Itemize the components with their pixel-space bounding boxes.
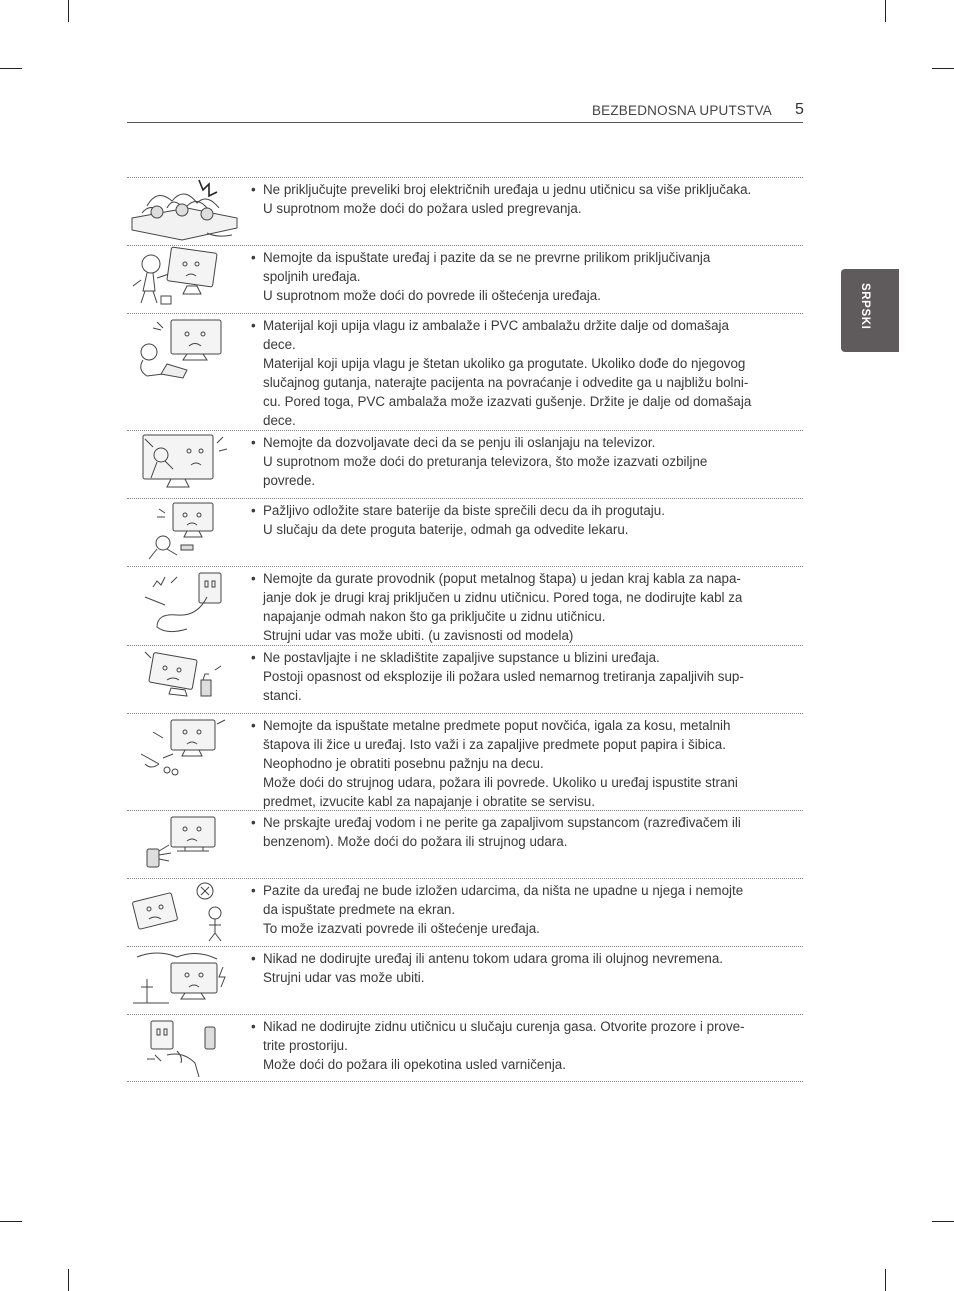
text-line: Nemojte da ispuštate metalne predmete poput novčića, igala za kosu, metalnih — [263, 718, 731, 733]
language-tab-label: SRPSKI — [859, 283, 871, 330]
crop-mark — [885, 1269, 886, 1291]
impact-ball-illustration — [127, 879, 239, 945]
safety-text — [251, 648, 791, 705]
safety-row — [127, 566, 803, 645]
safety-text — [251, 569, 791, 645]
safety-row — [127, 645, 803, 713]
text-line: Strujni udar vas može ubiti. (u zavisnosti od modela) — [263, 628, 574, 643]
bullet: • — [251, 571, 256, 586]
crop-mark — [885, 0, 886, 22]
bullet: • — [251, 718, 256, 733]
crop-mark — [68, 1269, 69, 1291]
text-line: da ispuštate predmete na ekran. — [263, 902, 456, 917]
crop-mark — [68, 0, 69, 22]
text-line: Ne postavljajte i ne skladištite zapaljive supstance u blizini uređaja. — [263, 650, 660, 665]
text-line: Nemojte da gurate provodnik (poput metalnog štapa) u jedan kraj kabla za napa- — [263, 571, 741, 586]
water-spray-illustration — [127, 811, 239, 877]
bullet: • — [251, 182, 256, 197]
safety-row — [127, 313, 803, 430]
text-line: U slučaju da dete proguta baterije, odmah ga odvedite lekaru. — [263, 522, 629, 537]
safety-text — [251, 180, 791, 218]
safety-text — [251, 813, 791, 851]
section-title: BEZBEDNOSNA UPUTSTVA — [591, 103, 772, 118]
safety-table — [127, 177, 803, 1082]
text-line: Može doći do strujnog udara, požara ili povrede. Ukoliko u uređaj ispustite strani — [263, 775, 738, 790]
power-cable-conductor-illustration — [127, 567, 239, 633]
text-line: Ne prskajte uređaj vodom i ne perite ga zapaljivom supstancom (razređivačem ili — [263, 815, 741, 830]
bullet: • — [251, 951, 256, 966]
text-line: Nemojte da dozvoljavate deci da se penju ili oslanjaju na televizor. — [263, 435, 656, 450]
text-line: Nemojte da ispuštate uređaj i pazite da se ne prevrne prilikom priključivanja — [263, 250, 711, 265]
text-line: dece. — [263, 337, 296, 352]
safety-row — [127, 1014, 803, 1082]
text-line: Postoji opasnost od eksplozije ili požara usled nemarnog tretiranja zapaljivih sup- — [263, 669, 744, 684]
bullet: • — [251, 250, 256, 265]
text-line: Materijal koji upija vlagu iz ambalaže i PVC ambalažu držite dalje od domašaja — [263, 318, 729, 333]
crop-mark — [0, 1221, 22, 1222]
child-packaging-illustration — [127, 314, 239, 384]
tv-tipping-illustration — [127, 246, 239, 312]
safety-text — [251, 433, 791, 490]
metal-objects-illustration — [127, 714, 239, 780]
text-line: Pažljivo odložite stare baterije da biste sprečili decu da ih progutaju. — [263, 503, 665, 518]
text-line: Nikad ne dodirujte uređaj ili antenu tokom udara groma ili olujnog nevremena. — [263, 951, 724, 966]
text-line: Nikad ne dodirujte zidnu utičnicu u slučaju curenja gasa. Otvorite prozore i prove- — [263, 1019, 745, 1034]
text-line: U suprotnom može doći do povrede ili oštećenja uređaja. — [263, 288, 601, 303]
text-line: benzenom). Može doći do požara ili strujnog udara. — [263, 834, 568, 849]
safety-row — [127, 498, 803, 566]
text-line: cu. Pored toga, PVC ambalaža može izazvati gušenje. Držite je dalje od domašaja — [263, 394, 752, 409]
text-line: Materijal koji upija vlagu je štetan ukoliko ga progutate. Ukoliko dođe do njegovog — [263, 356, 746, 371]
text-line: U suprotnom može doći do preturanja televizora, što može izazvati ozbiljne — [263, 454, 708, 469]
crop-mark — [932, 1221, 954, 1222]
safety-row — [127, 878, 803, 946]
text-line: U suprotnom može doći do požara usled pregrevanja. — [263, 201, 582, 216]
safety-row — [127, 946, 803, 1014]
text-line: Strujni udar vas može ubiti. — [263, 970, 425, 985]
safety-text — [251, 1017, 791, 1074]
overloaded-outlet-illustration — [127, 178, 239, 244]
text-line: stanci. — [263, 688, 302, 703]
safety-text — [251, 949, 791, 987]
safety-row — [127, 810, 803, 878]
text-line: povrede. — [263, 473, 316, 488]
safety-row — [127, 245, 803, 313]
flammable-substance-illustration — [127, 646, 239, 712]
bullet: • — [251, 435, 256, 450]
safety-row — [127, 430, 803, 498]
safety-row — [127, 713, 803, 810]
text-line: janje dok je drugi kraj priključen u zidnu utičnicu. Pored toga, ne dodirujte kabl za — [263, 590, 743, 605]
header-divider — [127, 122, 803, 123]
safety-text — [251, 248, 791, 305]
bullet: • — [251, 1019, 256, 1034]
page-number: 5 — [795, 101, 804, 118]
gas-leak-outlet-illustration — [127, 1015, 239, 1081]
text-line: Neophodno je obratiti posebnu pažnju na decu. — [263, 756, 544, 771]
text-line: trite prostoriju. — [263, 1038, 348, 1053]
text-line: predmet, izvucite kabl za napajanje i obratite se servisu. — [263, 794, 595, 809]
bullet: • — [251, 650, 256, 665]
bullet: • — [251, 318, 256, 333]
text-line: Pazite da uređaj ne bude izložen udarcima, da ništa ne upadne u njega i nemojte — [263, 883, 744, 898]
bullet: • — [251, 883, 256, 898]
battery-child-illustration — [127, 499, 239, 565]
safety-text — [251, 316, 791, 430]
language-tab — [841, 269, 899, 352]
text-line: Ne priključujte preveliki broj električnih uređaja u jednu utičnicu sa više priključaka. — [263, 182, 752, 197]
safety-text — [251, 501, 791, 539]
child-climbing-tv-illustration — [127, 431, 239, 497]
text-line: dece. — [263, 413, 296, 428]
lightning-storm-illustration — [127, 947, 239, 1013]
text-line: To može izazvati povrede ili oštećenje uređaja. — [263, 921, 540, 936]
crop-mark — [932, 68, 954, 69]
safety-row — [127, 177, 803, 245]
crop-mark — [0, 68, 22, 69]
text-line: napajanje odmah nakon što ga priključite u zidnu utičnicu. — [263, 609, 606, 624]
bullet: • — [251, 815, 256, 830]
text-line: spoljnih uređaja. — [263, 269, 361, 284]
text-line: slučajnog gutanja, naterajte pacijenta na povraćanje i odvedite ga u najbližu bolni- — [263, 375, 749, 390]
safety-text — [251, 716, 791, 811]
bullet: • — [251, 503, 256, 518]
safety-text — [251, 881, 791, 938]
text-line: Može doći do požara ili opekotina usled varničenja. — [263, 1057, 566, 1072]
text-line: štapova ili žice u uređaj. Isto važi i za zapaljive predmete poput papira i šibica. — [263, 737, 726, 752]
